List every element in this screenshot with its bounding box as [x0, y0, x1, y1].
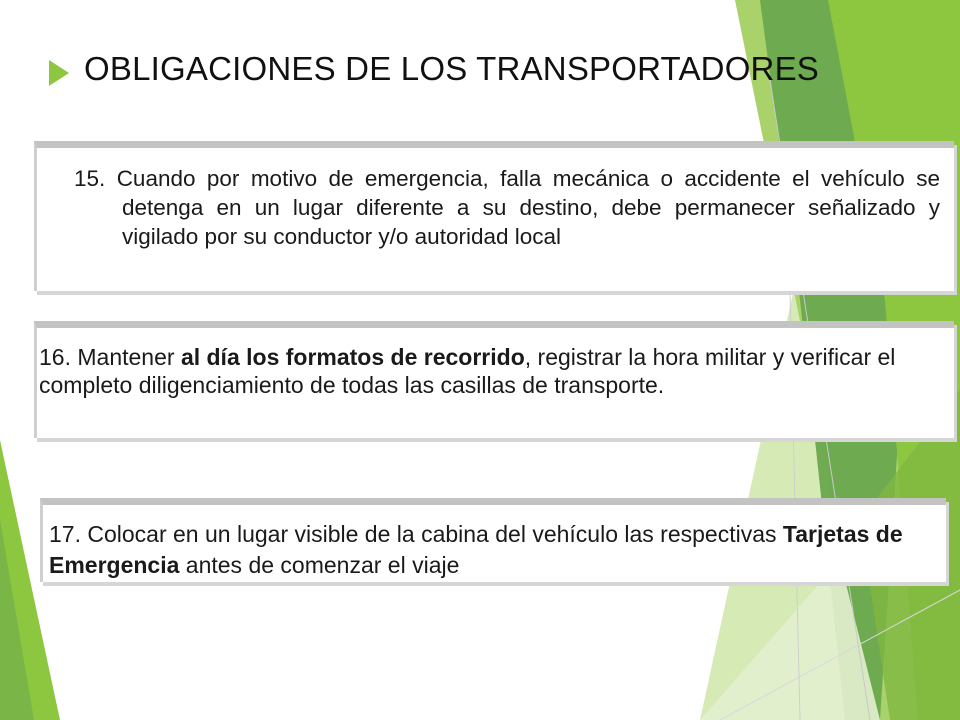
obligation-16-bold: al día los formatos de recorrido — [180, 344, 525, 370]
obligation-16-text — [37, 343, 940, 399]
slide-title: OBLIGACIONES DE LOS TRANSPORTADORES — [84, 50, 820, 87]
obligation-card-17 — [40, 498, 946, 582]
obligation-16-text-start: Mantener — [77, 344, 181, 370]
obligation-16-text-end: , registrar la hora militar y verificar el completo diligenciamiento de todas las casillas de transporte. — [39, 344, 896, 398]
corner-arrow-icon — [49, 60, 69, 86]
obligation-17-bold: Tarjetas de Emergencia — [49, 521, 903, 578]
obligation-16-number: 16. — [39, 344, 71, 370]
obligation-17-number: 17. — [49, 521, 81, 547]
obligation-15-number: 15. — [74, 166, 106, 191]
obligation-17-text-start: Colocar en un lugar visible de la cabina del vehículo las respectivas — [87, 521, 783, 547]
obligation-15-text — [37, 164, 940, 251]
obligation-17-text-end: antes de comenzar el viaje — [179, 552, 460, 578]
obligation-17-text — [49, 519, 934, 581]
obligation-card-15 — [34, 141, 954, 291]
obligation-card-16 — [34, 321, 954, 438]
obligation-15-body: Cuando por motivo de emergencia, falla mecánica o accidente el vehículo se detenga en un lugar diferente a su destino, debe permanecer señalizado y vigilado por su conductor y/o autoridad local — [116, 166, 940, 249]
